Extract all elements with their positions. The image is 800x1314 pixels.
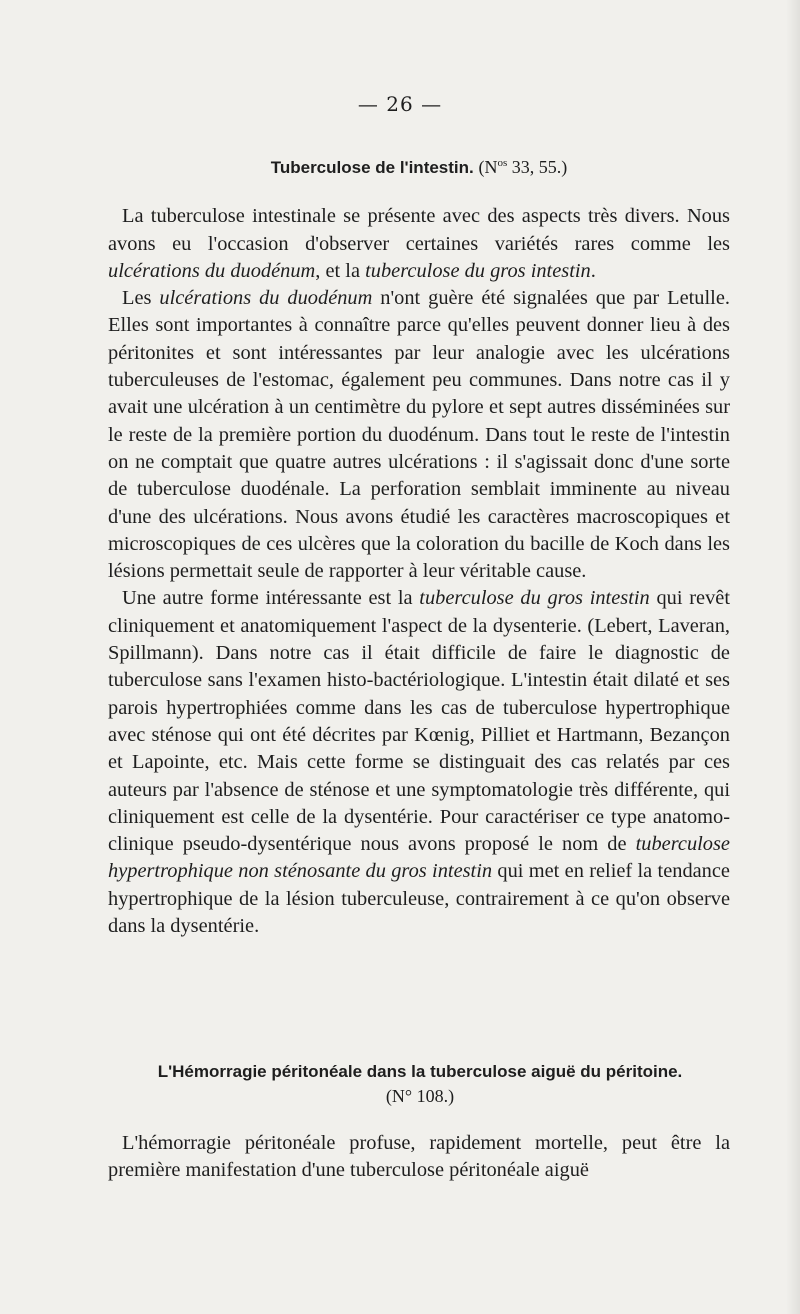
page-number: — 26 — [357, 92, 443, 116]
paragraph-gros-intestin: Une autre forme intéressante est la tuberculose du gros intestin qui revêt cliniquement et anatomiquement l'aspect de la dysenterie. (Lebert, Laveran, Spillmann). Dans notre cas il était difficile de faire le diagnostic de tuberculose sans l'examen histo-bactériologique. L'intestin était dilaté et ses parois hypertrophiées comme dans les cas de tuberculose hypertrophique avec sténose qui ont été décrites par Kœnig, Pilliet et Hartmann, Bezançon et Lapointe, etc. Mais cette forme se distinguait des cas relatés par ces auteurs par l'absence de sténose et une symptomatologie très différente, qui cliniquement est celle de la dysentérie. Pour caractériser ce type anatomo-clinique pseudo-dysentérique nous avons proposé le nom de tuberculose hypertrophique non sténosante du gros intestin qui met en relief la tendance hypertrophique de la lésion tuberculeuse, contrairement à ce qu'on observe dans la dysentérie. [108, 587, 730, 938]
section-title-hemorragie [100, 1060, 740, 1108]
section-title [108, 150, 730, 181]
paragraph-intro: La tuberculose intestinale se présente avec des aspects très divers. Nous avons eu l'occasion d'observer certaines variétés rares comme les ulcérations du duodénum, et la tuberculose du gros intestin. [108, 205, 730, 282]
paragraph-duodenum: Les ulcérations du duodénum n'ont guère été signalées que par Letulle. Elles sont importantes à connaître parce qu'elles peuvent donner lieu à des péritonites et sont intéressantes par leur analogie avec les ulcérations tuberculeuses de l'estomac, également peu communes. Dans notre cas il y avait une ulcération à un centimètre du pylore et sept autres disséminées sur le reste de la première portion du duodénum. Dans tout le reste de l'intestin on ne comptait que quatre autres ulcérations : il s'agissait donc d'une sorte de tuberculose duodénale. La perforation semblait imminente au niveau d'une des ulcérations. Nous avons étudié les caractères macroscopiques et microscopiques de ces ulcères que la coloration du bacille de Koch dans les lésions permettait seule de rapporter à leur véritable cause. [108, 287, 730, 583]
paragraph-hemorragie: L'hémorragie péritonéale profuse, rapidement mortelle, peut être la première manifestation d'une tuberculose péritonéale aiguë [108, 1132, 730, 1182]
section-title-text: L'Hémorragie péritonéale dans la tuberculose aiguë du péritoine. [157, 1062, 683, 1081]
section-reference: ($N^{os}$ 33, 55.) [478, 157, 568, 177]
section-hemorragie [108, 1130, 730, 1185]
section-intestin [108, 150, 730, 940]
section-reference: (N° 108.) [385, 1086, 455, 1106]
section-title-text: Tuberculose de l'intestin. [270, 158, 474, 177]
